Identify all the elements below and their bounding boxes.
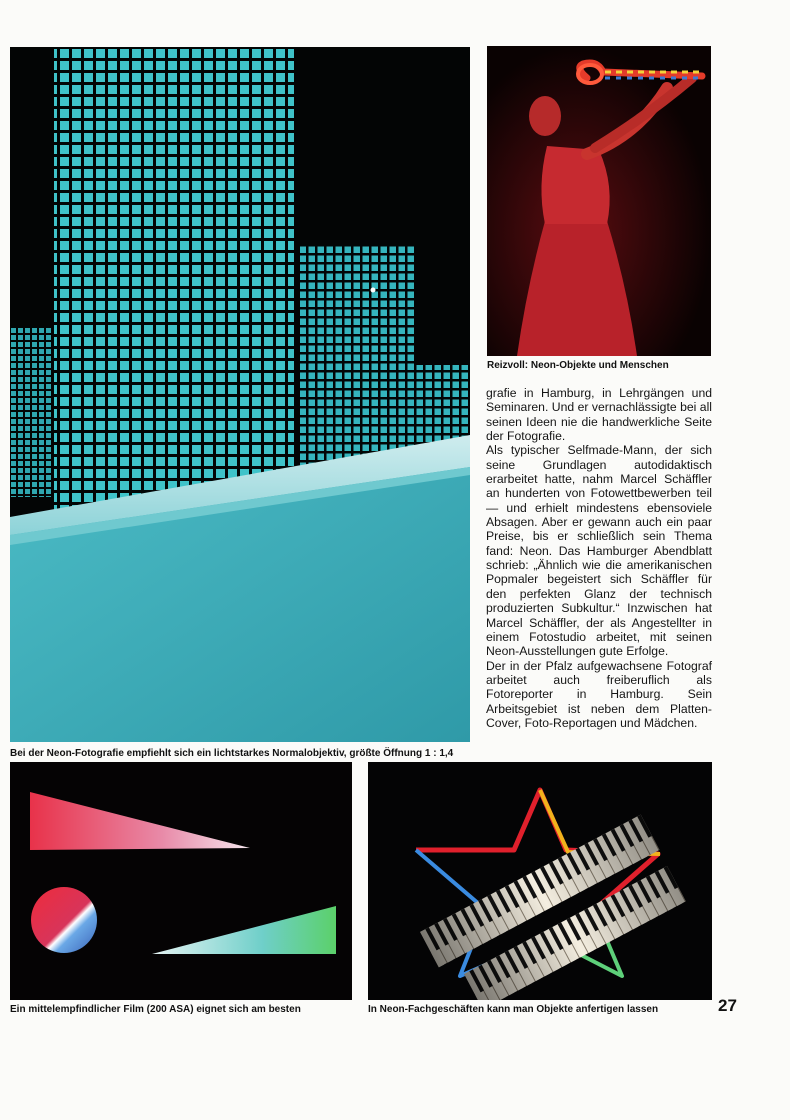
article-text [486, 386, 712, 730]
article-paragraph: grafie in Hamburg, in Lehrgängen und Seminaren. Und er vernachlässigte bei all seinen Ideen nie die handwerkliche Seite der Fotografie. [486, 386, 712, 444]
article-paragraph: Als typischer Selfmade-Mann, der sich seine Grundlagen autodidaktisch erarbeitet hatte, nahm Marcel Schäffler an hunderten von Fotowettbewerben teil — und erhielt mindestens ebensoviele Absagen. Aber er gewann auch ein paar Preise, bis er schließlich sein Thema fand: Neon. Das Hamburger Abendblatt schrieb: „Ähnlich wie die amerikanischen Popmaler begeistert sich Schäffler für den perfekten Glanz der technisch produzierten Subkultur.“ Inzwischen hat Marcel Schäffler, der als Angestellter in einem Fotostudio arbeitet, mit seinen Neon-Ausstellungen gute Erfolge. [486, 443, 712, 659]
caption-bottom-right: In Neon-Fachgeschäften kann man Objekte anfertigen lassen [368, 1004, 659, 1015]
main-neon-grid-photo [10, 47, 470, 742]
neon-star-keyboard-photo [368, 762, 712, 1000]
dancer-neon-image [487, 46, 711, 356]
article-paragraph: Der in der Pfalz aufgewachsene Fotograf arbeitet auch freiberuflich als Fotoreporter in Hamburg. Sein Arbeitsgebiet ist neben dem Platten-Cover, Foto-Reportagen und Mädchen. [486, 658, 712, 730]
caption-dancer: Reizvoll: Neon-Objekte und Menschen [487, 360, 669, 371]
neon-shapes-photo [10, 762, 352, 1000]
caption-main-photo: Bei der Neon-Fotografie empfiehlt sich ein lichtstarkes Normalobjektiv, größte Öffnung 1 : 1,4 [10, 748, 454, 759]
caption-bottom-left: Ein mittelempfindlicher Film (200 ASA) eignet sich am besten [10, 1004, 301, 1015]
dancer-photo [487, 46, 711, 356]
neon-star-keyboard-image [368, 762, 712, 1000]
neon-shapes-image [10, 762, 352, 1000]
neon-grid-image [10, 47, 470, 742]
page-number: 27 [718, 996, 737, 1015]
